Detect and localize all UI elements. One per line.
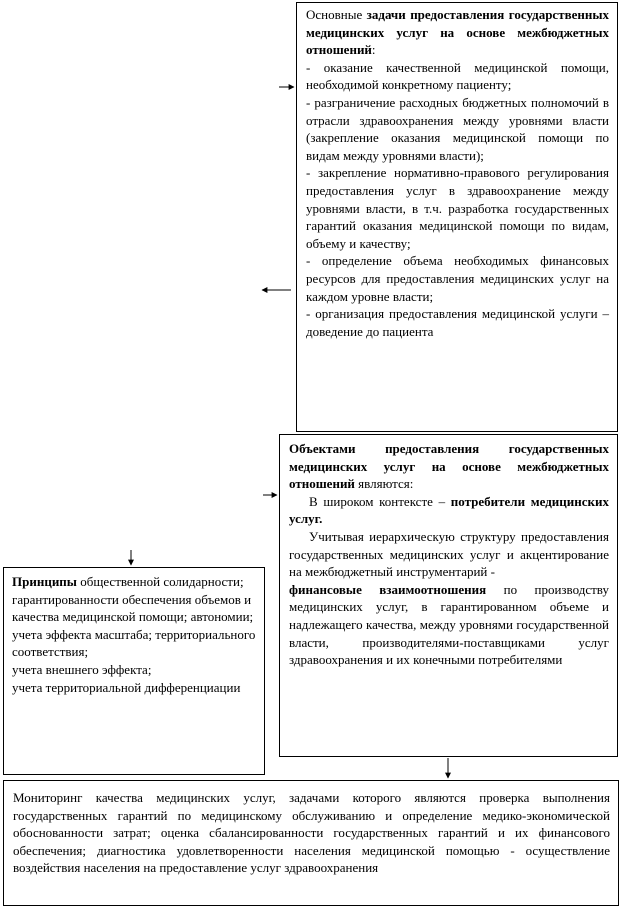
- principles-box: [3, 567, 265, 775]
- tasks-heading: Основные задачи предоставления государственных медицинских услуг на основе межбюджетных отношений:: [306, 7, 610, 58]
- objects-paragraph-consumers: В широком контексте – потребители медицинских услуг.: [289, 493, 609, 527]
- objects-paragraph-financial: финансовые взаимоотношения по производству медицинских услуг, в гарантированном объеме и надлежащего качества, между уровнями государственной власти, производителями-поставщиками услуг здравоохранения и их конечными потребителями: [289, 581, 609, 668]
- objects-paragraph-structure: Учитывая иерархическую структуру предоставления государственных медицинских услуг и акцентирование на межбюджетный инструментарий -: [289, 528, 609, 580]
- task-item: - определение объема необходимых финансовых ресурсов для предоставления медицинских услуг на каждом уровне власти;: [306, 253, 609, 304]
- task-item: - закрепление нормативно-правового регулирования предоставления услуг в здравоохранение между уровнями власти, в т.ч. разработка государственных гарантий оказания медицинской помощи по видам, объему и качеству;: [306, 165, 609, 251]
- tasks-box: [296, 2, 618, 432]
- task-item: - разграничение расходных бюджетных полномочий в отрасли здравоохранения между уровнями власти (закрепление оказания медицинской помощи по видам между уровнями власти);: [306, 94, 609, 163]
- principles-text: Принципы общественной солидарности; гарантированности обеспечения объемов и качества медицинской помощи; автономии; учета эффекта масштаба; территориального соответствия; учета внешнего эффекта; учета территориальной дифференциации: [12, 574, 256, 695]
- task-item: - организация предоставления медицинской услуги – доведение до пациента: [306, 306, 609, 339]
- monitoring-text: Мониторинг качества медицинских услуг, задачами которого являются проверка выполнения государственных гарантий по медицинскому обслуживанию и определение медико-экономической обоснованности затрат; оценка сбалансированности государственных гарантий и их финансового обеспечения; диагностика удовлетворенности населения медицинской помощью - осуществление воздействия населения на предоставление услуг здравоохранения: [13, 790, 610, 876]
- objects-box: [279, 434, 618, 757]
- monitoring-box: [3, 780, 619, 906]
- tasks-heading-bold: задачи предоставления государственных медицинских услуг на основе межбюджетных отношений: [306, 7, 610, 58]
- objects-heading: Объектами предоставления государственных медицинских услуг на основе межбюджетных отношений являются:: [289, 441, 609, 492]
- task-item: - оказание качественной медицинской помощи, необходимой конкретному пациенту;: [306, 59, 609, 93]
